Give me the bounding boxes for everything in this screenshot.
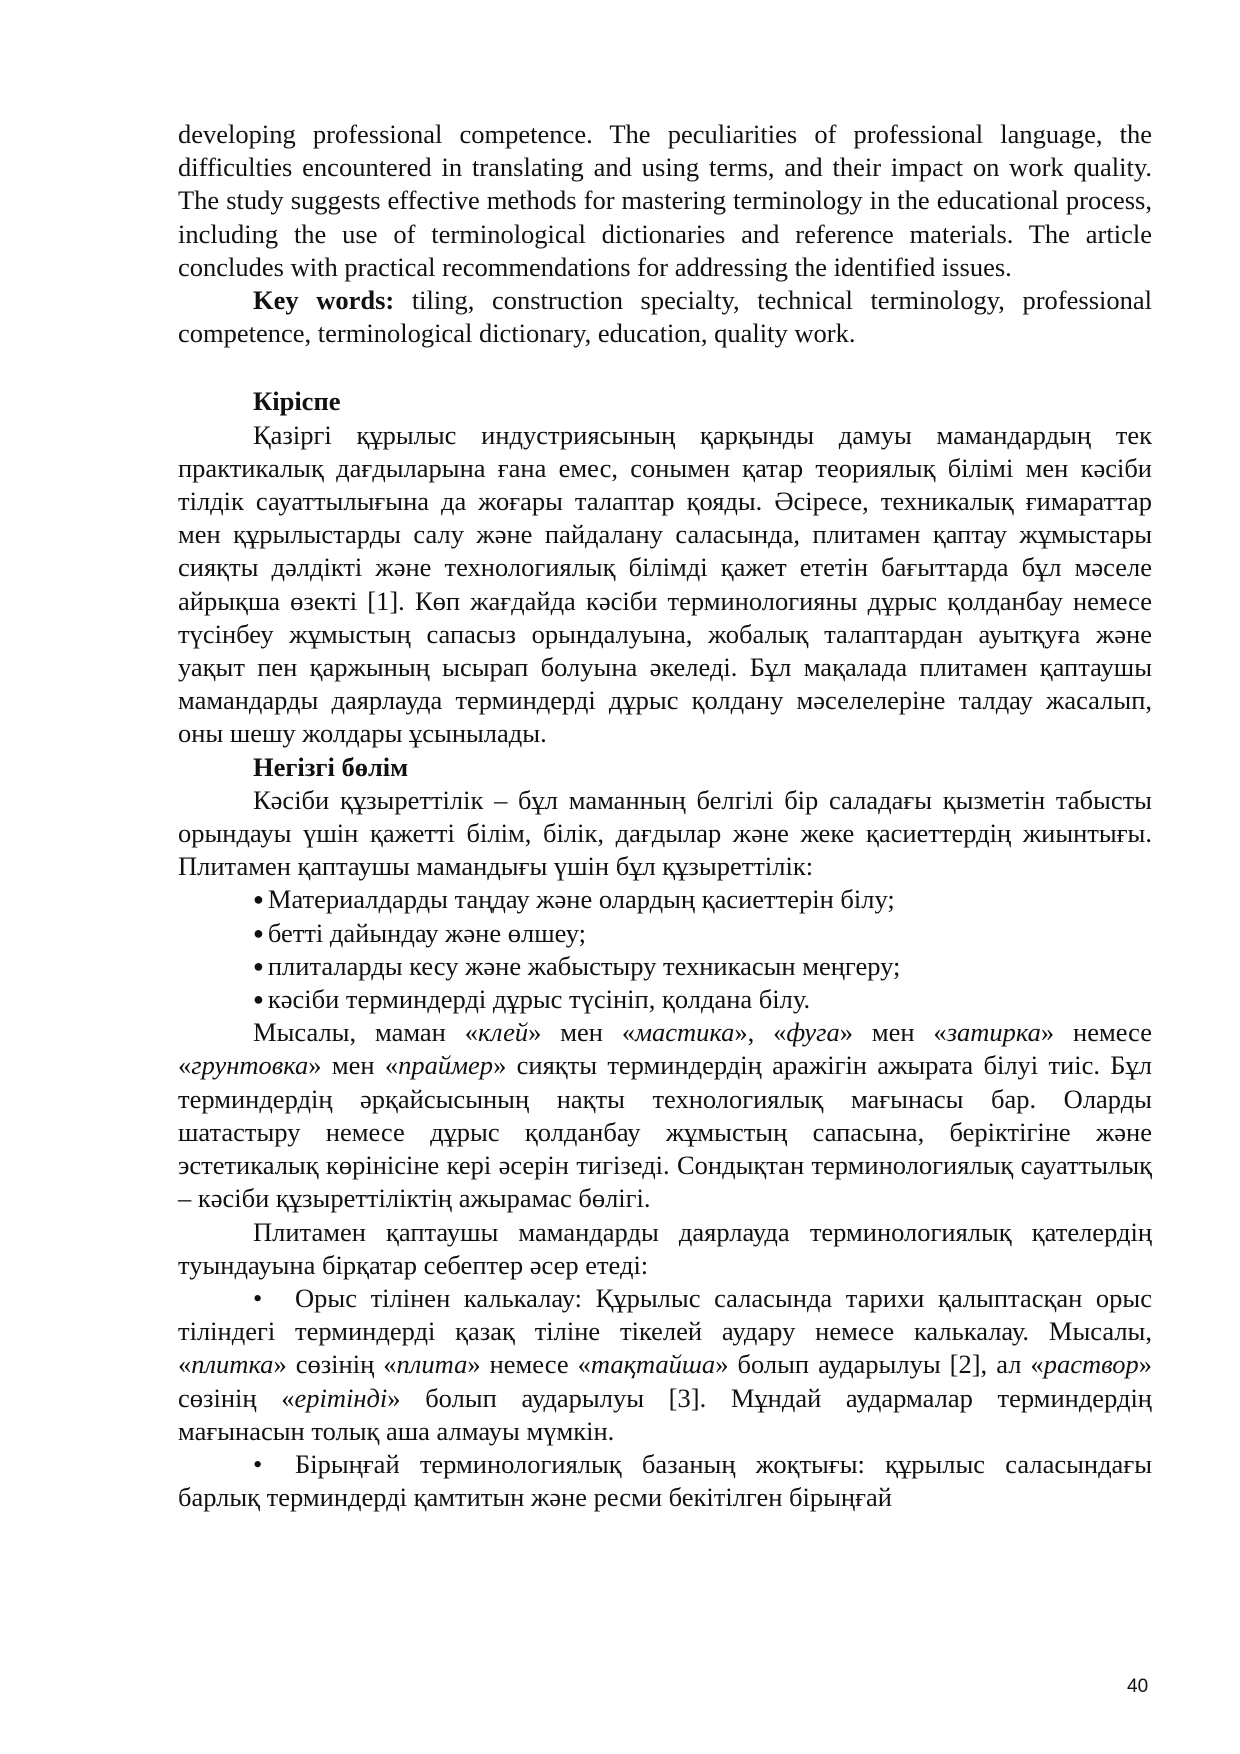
list-item: ● кәсіби терминдерді дұрыс түсініп, қолдана білу. <box>253 984 811 1015</box>
list-item: ● Материалдарды таңдау және олардың қасиеттерін білу; <box>253 884 895 915</box>
intro-paragraph: Қазіргі құрылыс индустриясының қарқынды дамуы мамандардың тек практикалық дағдыларына ғана емес, сонымен қатар теориялық білімі мен кәсіби тілдік сауаттылығына да жоғары талаптар қояды. Әсіресе, техникалық ғимараттар мен құрылыстарды салу және пайдалану саласында, плитамен қаптау жұмыстары сияқты дәлдікті және технологиялық білімді қажет ететін бағыттарда бұл мәселе айрықша өзекті [1]. Көп жағдайда кәсіби терминологияны дұрыс қолданбау немесе түсінбеу жұмыстың сапасыз орындалуына, жобалық талаптардан ауытқуға және уақыт пен қаржының ысырап болуына әкеледі. Бұл мақалада плитамен қаптаушы мамандарды даярлауда терминдерді дұрыс қолдану мәселелеріне талдау жасалып, оны шешу жолдары ұсынылады. <box>178 419 1152 749</box>
list-item: • Бірыңғай терминологиялық базаның жоқтығы: құрылыс саласындағы барлық терминдерді қамтитын және ресми бекітілген бірыңғай <box>178 1448 1152 1513</box>
bullet-icon: ● <box>253 955 264 976</box>
main-paragraph-3: Плитамен қаптаушы мамандарды даярлауда терминологиялық қателердің туындауына бірқатар себептер әсер етеді: <box>178 1216 1152 1280</box>
keywords-paragraph <box>178 284 1152 350</box>
main-paragraph-1: Кәсіби құзыреттілік – бұл маманның белгілі бір саладағы қызметін табысты орындауы үшін қажетті білім, білік, дағдылар және жеке қасиеттердің жиынтығы. Плитамен қаптаушы мамандығы үшін бұл құзыреттілік: <box>178 784 1152 882</box>
bullet-icon: • <box>253 1448 263 1479</box>
list-item: • Орыс тілінен калькалау: Құрылыс саласында тарихи қалыптасқан орыс тіліндегі терминдерді қазақ тіліне тікелей аудару немесе калькалау. Мысалы, «плитка» сөзінің «плита» немесе «тақтайша» болып аударылуы [2], ал «раствор» сөзінің «ерітінді» болып аударылуы [3]. Мұндай аудармалар терминдердің мағынасын толық аша алмауы мүмкін. <box>178 1282 1152 1446</box>
list-item: ● плиталарды кесу және жабыстыру техникасын меңгеру; <box>253 950 901 981</box>
bullet-icon: ● <box>253 922 264 943</box>
page-number: 40 <box>1127 1676 1149 1697</box>
intro-heading: Кіріспе <box>253 386 341 417</box>
bullet-icon: ● <box>253 989 264 1010</box>
keywords-label: Key words: <box>253 285 395 316</box>
list-item: ● бетті дайындау және өлшеу; <box>253 917 586 948</box>
bullet-icon: ● <box>253 889 264 910</box>
main-paragraph-2: Мысалы, маман «клей» мен «мастика», «фуга» мен «затирка» немесе «грунтовка» мен «праймер» сияқты терминдердің аражігін ажырата білуі тиіс. Бұл терминдердің әрқайсысының нақты технологиялық мағынасы бар. Оларды шатастыру немесе дұрыс қолданбау жұмыстың сапасына, беріктігіне және эстетикалық көрінісіне кері әсерін тигізеді. Сондықтан терминологиялық сауаттылық – кәсіби құзыреттіліктің ажырамас бөлігі. <box>178 1017 1153 1214</box>
main-heading: Негізгі бөлім <box>253 751 409 782</box>
bullet-icon: • <box>253 1282 263 1313</box>
keywords-text: tiling, construction specialty, technical terminology, professional competence, terminological dictionary, education, quality work. <box>178 285 1152 349</box>
abstract-end: developing professional competence. The peculiarities of professional language, the difficulties encountered in translating and using terms, and their impact on work quality. The study suggests effective methods for mastering terminology in the educational process, including the use of terminological dictionaries and reference materials. The article concludes with practical recommendations for addressing the identified issues. <box>178 119 1152 282</box>
page-body <box>178 118 1152 1514</box>
